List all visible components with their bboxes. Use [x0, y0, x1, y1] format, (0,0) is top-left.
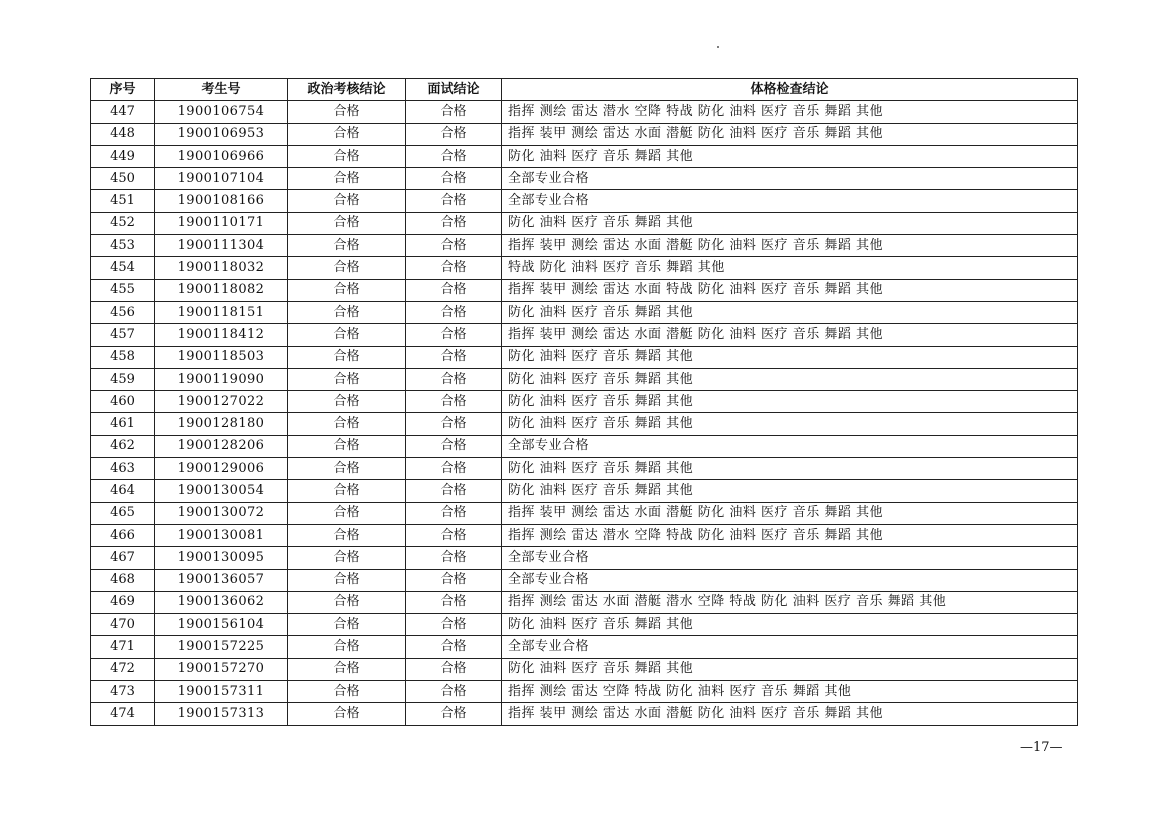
cell-serial: 462 [91, 435, 155, 457]
cell-serial: 474 [91, 703, 155, 725]
cell-serial: 473 [91, 681, 155, 703]
table-row [91, 658, 1078, 680]
cell-political-check: 合格 [288, 524, 406, 546]
cell-serial: 460 [91, 391, 155, 413]
page-number: —17— [1020, 740, 1063, 755]
cell-interview: 合格 [406, 235, 502, 257]
cell-physical-exam: 指挥 装甲 测绘 雷达 水面 潜艇 防化 油料 医疗 音乐 舞蹈 其他 [502, 235, 1078, 257]
page-speck [717, 46, 719, 48]
table-row [91, 614, 1078, 636]
header-row [91, 79, 1078, 101]
cell-political-check: 合格 [288, 101, 406, 123]
cell-physical-exam: 全部专业合格 [502, 435, 1078, 457]
cell-interview: 合格 [406, 591, 502, 613]
cell-interview: 合格 [406, 569, 502, 591]
cell-serial: 457 [91, 324, 155, 346]
cell-interview: 合格 [406, 681, 502, 703]
cell-interview: 合格 [406, 413, 502, 435]
table-row [91, 346, 1078, 368]
cell-candidate-id: 1900118151 [155, 301, 288, 323]
cell-candidate-id: 1900130081 [155, 524, 288, 546]
cell-interview: 合格 [406, 301, 502, 323]
cell-serial: 461 [91, 413, 155, 435]
cell-physical-exam: 全部专业合格 [502, 636, 1078, 658]
table-row [91, 547, 1078, 569]
cell-physical-exam: 防化 油料 医疗 音乐 舞蹈 其他 [502, 480, 1078, 502]
cell-physical-exam: 特战 防化 油料 医疗 音乐 舞蹈 其他 [502, 257, 1078, 279]
cell-interview: 合格 [406, 324, 502, 346]
cell-physical-exam: 防化 油料 医疗 音乐 舞蹈 其他 [502, 658, 1078, 680]
table-row [91, 703, 1078, 725]
cell-physical-exam: 防化 油料 医疗 音乐 舞蹈 其他 [502, 413, 1078, 435]
table-row [91, 168, 1078, 190]
cell-political-check: 合格 [288, 212, 406, 234]
table-row [91, 569, 1078, 591]
cell-serial: 471 [91, 636, 155, 658]
cell-political-check: 合格 [288, 458, 406, 480]
cell-interview: 合格 [406, 502, 502, 524]
cell-interview: 合格 [406, 346, 502, 368]
cell-physical-exam: 指挥 测绘 雷达 水面 潜艇 潜水 空降 特战 防化 油料 医疗 音乐 舞蹈 其他 [502, 591, 1078, 613]
cell-candidate-id: 1900111304 [155, 235, 288, 257]
table-row [91, 458, 1078, 480]
cell-candidate-id: 1900157270 [155, 658, 288, 680]
cell-political-check: 合格 [288, 591, 406, 613]
header-political-check: 政治考核结论 [288, 79, 406, 101]
cell-serial: 449 [91, 145, 155, 167]
table-row [91, 145, 1078, 167]
cell-political-check: 合格 [288, 123, 406, 145]
cell-interview: 合格 [406, 101, 502, 123]
cell-interview: 合格 [406, 391, 502, 413]
cell-interview: 合格 [406, 123, 502, 145]
cell-physical-exam: 指挥 装甲 测绘 雷达 水面 特战 防化 油料 医疗 音乐 舞蹈 其他 [502, 279, 1078, 301]
cell-physical-exam: 指挥 测绘 雷达 潜水 空降 特战 防化 油料 医疗 音乐 舞蹈 其他 [502, 101, 1078, 123]
cell-political-check: 合格 [288, 636, 406, 658]
cell-interview: 合格 [406, 168, 502, 190]
cell-serial: 448 [91, 123, 155, 145]
table-row [91, 524, 1078, 546]
cell-political-check: 合格 [288, 257, 406, 279]
cell-physical-exam: 指挥 测绘 雷达 空降 特战 防化 油料 医疗 音乐 舞蹈 其他 [502, 681, 1078, 703]
table-row [91, 681, 1078, 703]
cell-political-check: 合格 [288, 569, 406, 591]
table-row [91, 368, 1078, 390]
cell-candidate-id: 1900118503 [155, 346, 288, 368]
cell-candidate-id: 1900136057 [155, 569, 288, 591]
cell-serial: 459 [91, 368, 155, 390]
cell-serial: 464 [91, 480, 155, 502]
cell-physical-exam: 防化 油料 医疗 音乐 舞蹈 其他 [502, 301, 1078, 323]
cell-political-check: 合格 [288, 145, 406, 167]
cell-candidate-id: 1900110171 [155, 212, 288, 234]
cell-political-check: 合格 [288, 346, 406, 368]
cell-candidate-id: 1900108166 [155, 190, 288, 212]
results-table [90, 78, 1078, 726]
cell-candidate-id: 1900157313 [155, 703, 288, 725]
table-row [91, 235, 1078, 257]
cell-serial: 470 [91, 614, 155, 636]
cell-political-check: 合格 [288, 391, 406, 413]
cell-interview: 合格 [406, 257, 502, 279]
cell-interview: 合格 [406, 658, 502, 680]
cell-interview: 合格 [406, 279, 502, 301]
cell-serial: 456 [91, 301, 155, 323]
cell-serial: 472 [91, 658, 155, 680]
cell-physical-exam: 防化 油料 医疗 音乐 舞蹈 其他 [502, 368, 1078, 390]
cell-political-check: 合格 [288, 502, 406, 524]
table-row [91, 591, 1078, 613]
cell-physical-exam: 防化 油料 医疗 音乐 舞蹈 其他 [502, 614, 1078, 636]
cell-political-check: 合格 [288, 614, 406, 636]
cell-serial: 465 [91, 502, 155, 524]
cell-candidate-id: 1900136062 [155, 591, 288, 613]
cell-political-check: 合格 [288, 168, 406, 190]
cell-physical-exam: 防化 油料 医疗 音乐 舞蹈 其他 [502, 212, 1078, 234]
cell-interview: 合格 [406, 703, 502, 725]
cell-candidate-id: 1900127022 [155, 391, 288, 413]
cell-interview: 合格 [406, 524, 502, 546]
cell-interview: 合格 [406, 458, 502, 480]
cell-serial: 466 [91, 524, 155, 546]
cell-candidate-id: 1900130072 [155, 502, 288, 524]
cell-physical-exam: 防化 油料 医疗 音乐 舞蹈 其他 [502, 346, 1078, 368]
cell-candidate-id: 1900128180 [155, 413, 288, 435]
cell-serial: 468 [91, 569, 155, 591]
cell-political-check: 合格 [288, 368, 406, 390]
table-row [91, 324, 1078, 346]
cell-physical-exam: 指挥 装甲 测绘 雷达 水面 潜艇 防化 油料 医疗 音乐 舞蹈 其他 [502, 703, 1078, 725]
cell-political-check: 合格 [288, 235, 406, 257]
cell-interview: 合格 [406, 190, 502, 212]
cell-serial: 447 [91, 101, 155, 123]
table-row [91, 391, 1078, 413]
cell-candidate-id: 1900157225 [155, 636, 288, 658]
header-interview: 面试结论 [406, 79, 502, 101]
cell-interview: 合格 [406, 435, 502, 457]
cell-political-check: 合格 [288, 324, 406, 346]
cell-physical-exam: 全部专业合格 [502, 569, 1078, 591]
cell-candidate-id: 1900130095 [155, 547, 288, 569]
cell-serial: 455 [91, 279, 155, 301]
cell-candidate-id: 1900107104 [155, 168, 288, 190]
cell-physical-exam: 指挥 装甲 测绘 雷达 水面 潜艇 防化 油料 医疗 音乐 舞蹈 其他 [502, 324, 1078, 346]
cell-serial: 467 [91, 547, 155, 569]
table-row [91, 502, 1078, 524]
header-physical-exam: 体格检查结论 [502, 79, 1078, 101]
cell-serial: 458 [91, 346, 155, 368]
cell-candidate-id: 1900119090 [155, 368, 288, 390]
cell-interview: 合格 [406, 145, 502, 167]
cell-political-check: 合格 [288, 547, 406, 569]
table-row [91, 257, 1078, 279]
cell-physical-exam: 指挥 装甲 测绘 雷达 水面 潜艇 防化 油料 医疗 音乐 舞蹈 其他 [502, 502, 1078, 524]
cell-serial: 451 [91, 190, 155, 212]
cell-physical-exam: 全部专业合格 [502, 547, 1078, 569]
cell-political-check: 合格 [288, 301, 406, 323]
cell-interview: 合格 [406, 636, 502, 658]
table-row [91, 480, 1078, 502]
cell-serial: 450 [91, 168, 155, 190]
cell-interview: 合格 [406, 547, 502, 569]
cell-physical-exam: 全部专业合格 [502, 190, 1078, 212]
table-row [91, 636, 1078, 658]
cell-serial: 452 [91, 212, 155, 234]
cell-political-check: 合格 [288, 480, 406, 502]
cell-serial: 454 [91, 257, 155, 279]
cell-candidate-id: 1900106754 [155, 101, 288, 123]
cell-political-check: 合格 [288, 681, 406, 703]
cell-interview: 合格 [406, 614, 502, 636]
table-row [91, 212, 1078, 234]
cell-political-check: 合格 [288, 658, 406, 680]
cell-physical-exam: 防化 油料 医疗 音乐 舞蹈 其他 [502, 458, 1078, 480]
cell-candidate-id: 1900106966 [155, 145, 288, 167]
header-candidate-id: 考生号 [155, 79, 288, 101]
cell-candidate-id: 1900157311 [155, 681, 288, 703]
table-row [91, 279, 1078, 301]
cell-physical-exam: 防化 油料 医疗 音乐 舞蹈 其他 [502, 145, 1078, 167]
cell-serial: 469 [91, 591, 155, 613]
table-row [91, 435, 1078, 457]
cell-candidate-id: 1900118032 [155, 257, 288, 279]
cell-candidate-id: 1900130054 [155, 480, 288, 502]
cell-political-check: 合格 [288, 435, 406, 457]
table-row [91, 123, 1078, 145]
cell-political-check: 合格 [288, 703, 406, 725]
cell-candidate-id: 1900118082 [155, 279, 288, 301]
header-serial: 序号 [91, 79, 155, 101]
cell-interview: 合格 [406, 368, 502, 390]
cell-political-check: 合格 [288, 413, 406, 435]
cell-political-check: 合格 [288, 190, 406, 212]
cell-physical-exam: 指挥 装甲 测绘 雷达 水面 潜艇 防化 油料 医疗 音乐 舞蹈 其他 [502, 123, 1078, 145]
table-row [91, 101, 1078, 123]
cell-serial: 463 [91, 458, 155, 480]
cell-physical-exam: 防化 油料 医疗 音乐 舞蹈 其他 [502, 391, 1078, 413]
cell-physical-exam: 全部专业合格 [502, 168, 1078, 190]
table-row [91, 413, 1078, 435]
cell-interview: 合格 [406, 212, 502, 234]
cell-physical-exam: 指挥 测绘 雷达 潜水 空降 特战 防化 油料 医疗 音乐 舞蹈 其他 [502, 524, 1078, 546]
table-row [91, 190, 1078, 212]
cell-interview: 合格 [406, 480, 502, 502]
cell-candidate-id: 1900129006 [155, 458, 288, 480]
cell-political-check: 合格 [288, 279, 406, 301]
cell-candidate-id: 1900156104 [155, 614, 288, 636]
cell-candidate-id: 1900128206 [155, 435, 288, 457]
table-row [91, 301, 1078, 323]
cell-serial: 453 [91, 235, 155, 257]
cell-candidate-id: 1900118412 [155, 324, 288, 346]
cell-candidate-id: 1900106953 [155, 123, 288, 145]
